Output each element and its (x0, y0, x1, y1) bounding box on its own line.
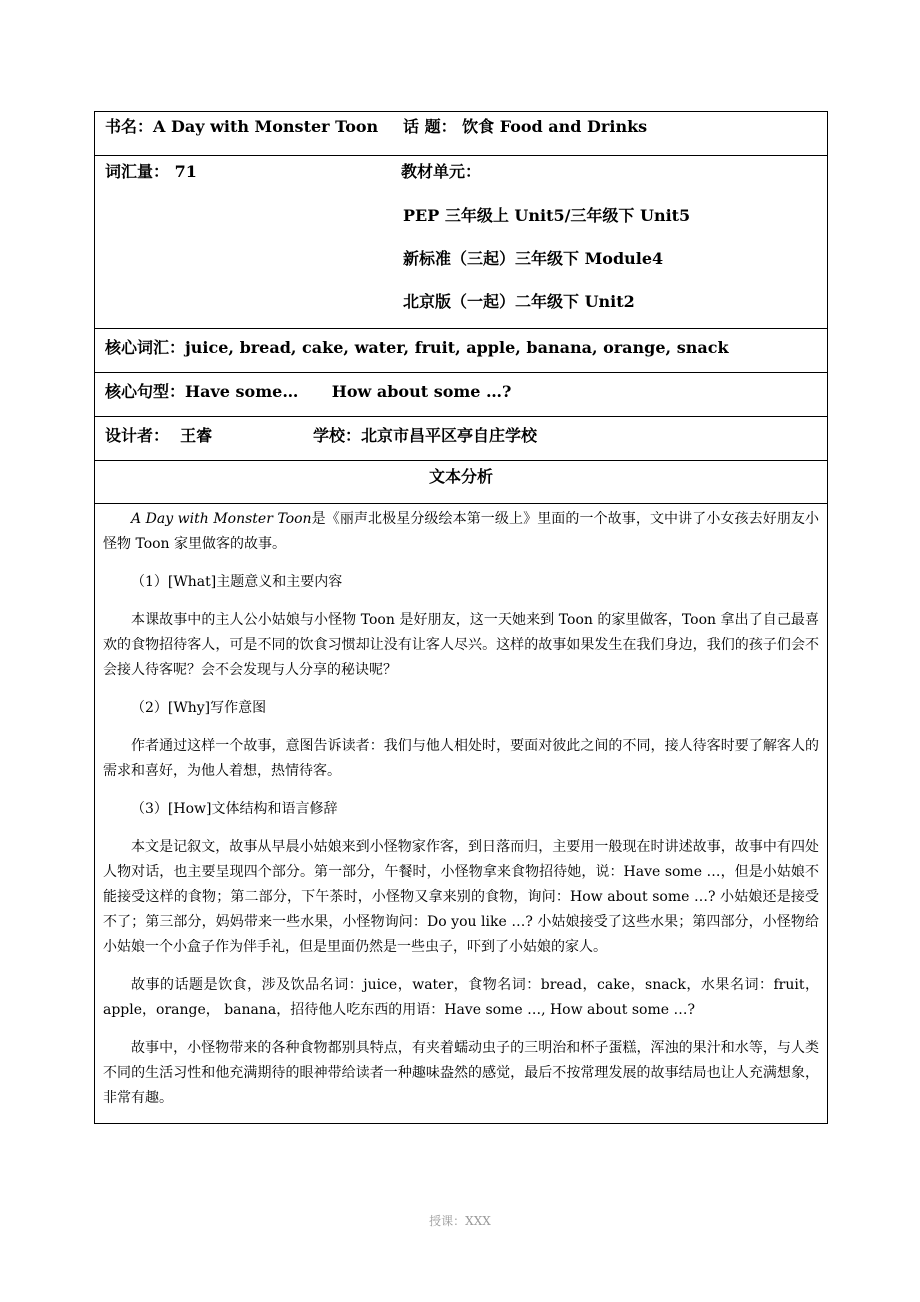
topic-text: 故事的话题是饮食，涉及饮品名词：juice，water，食物名词：bread，cake，snack，水果名词：fruit，apple，orange， banana，招待他人吃东西的用语：Have some …, How about some …? (103, 977, 819, 1018)
what-heading: （1）[What]主题意义和主要内容 (131, 574, 343, 590)
core-sentences: 核心句型：Have some… How about some …? (105, 382, 512, 401)
unit-new-standard: 新标准（三起）三年级下 Module4 (403, 249, 664, 268)
intro-text: 是《丽声北极星分级绘本第一级上》里面的一个故事，文中讲了小女孩去好朋友小怪物 Toon 家里做客的故事。 (103, 511, 819, 552)
vocab-row (95, 156, 827, 329)
what-text: 本课故事中的主人公小姑娘与小怪物 Toon 是好朋友，这一天她来到 Toon 的家里做客，Toon 拿出了自己最喜欢的食物招待客人，可是不同的饮食习惯却让没有让客人尽兴。这样的故事如果发生在我们身边，我们的孩子们会不会接人待客呢？会不会发现与人分享的秘诀呢？ (103, 612, 819, 678)
why-text: 作者通过这样一个故事，意图告诉读者：我们与他人相处时，要面对彼此之间的不同，接人待客时要了解客人的需求和喜好，为他人着想，热情待客。 (103, 738, 819, 779)
feature-text: 故事中，小怪物带来的各种食物都别具特点，有夹着蠕动虫子的三明治和杯子蛋糕，浑浊的果汁和水等，与人类不同的生活习性和他充满期待的眼神带给读者一种趣味盎然的感觉，最后不按常理发展的故事结局也让人充满想象，非常有趣。 (103, 1040, 819, 1106)
how-text: 本文是记叙文，故事从早晨小姑娘来到小怪物家作客，到日落而归，主要用一般现在时讲述故事，故事中有四处人物对话，也主要呈现四个部分。第一部分，午餐时，小怪物拿来食物招待她，说：Have some …，但是小姑娘不能接受这样的食物；第二部分，下午茶时，小怪物又拿来别的食物，询问：How about some …? 小姑娘还是接受不了；第三部分，妈妈带来一些水果，小怪物询问：Do you like …? 小姑娘接受了这些水果；第四部分，小怪物给小姑娘一个小盒子作为伴手礼，但是里面仍然是一些虫子，吓到了小姑娘的家人。 (103, 839, 819, 955)
analysis-body (95, 504, 827, 1123)
lesson-table (94, 111, 828, 1124)
how-heading: （3）[How]文体结构和语言修辞 (131, 801, 338, 817)
topic: 话 题： 饮食 Food and Drinks (403, 117, 648, 136)
unit-pep: PEP 三年级上 Unit5/三年级下 Unit5 (403, 206, 691, 225)
designer-row (95, 417, 827, 461)
core-words: 核心词汇：juice, bread, cake, water, fruit, apple, banana, orange, snack (105, 338, 729, 357)
core-words-row (95, 329, 827, 373)
designer: 设计者： 王睿 (105, 426, 213, 445)
page-footer: 授课：XXX (429, 1214, 491, 1228)
why-heading: （2）[Why]写作意图 (131, 700, 267, 716)
unit-label: 教材单元： (401, 162, 482, 181)
unit-beijing: 北京版（一起）二年级下 Unit2 (403, 292, 635, 311)
book-title: 书名：A Day with Monster Toon (105, 117, 379, 136)
core-sentences-row (95, 373, 827, 417)
school: 学校：北京市昌平区亭自庄学校 (313, 426, 538, 445)
section-title-row (95, 461, 827, 504)
section-title: 文本分析 (428, 467, 493, 486)
intro-book-title: A Day with Monster Toon (131, 511, 312, 527)
book-row (95, 112, 827, 156)
vocab-count: 词汇量： 71 (105, 162, 197, 181)
intro-paragraph (103, 507, 819, 557)
